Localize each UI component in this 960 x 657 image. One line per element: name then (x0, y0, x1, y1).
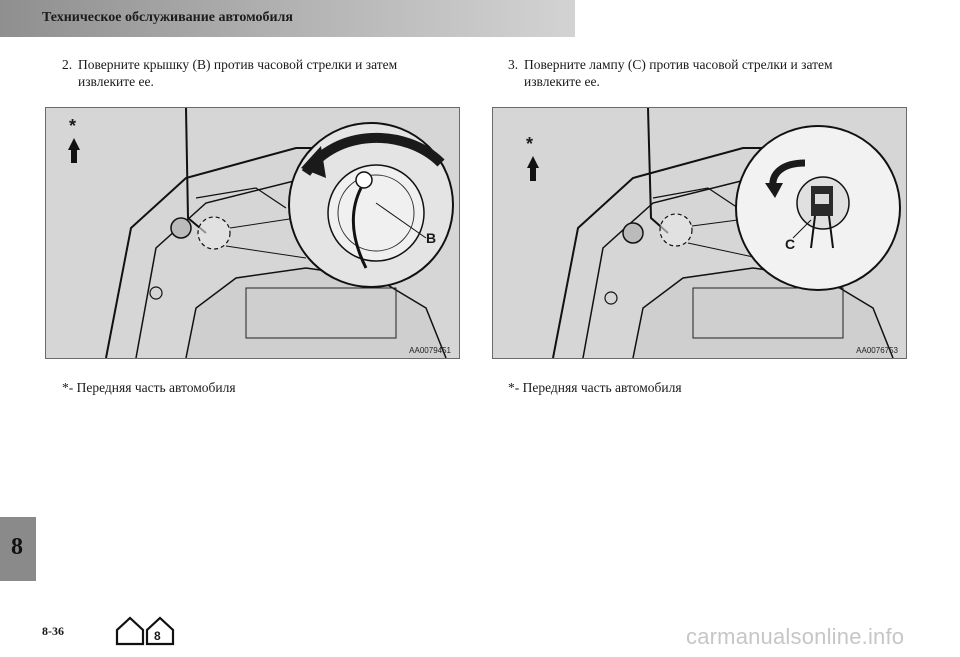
page-number: 8-36 (42, 624, 64, 638)
footnote: *- Передняя часть автомобиля (508, 380, 682, 395)
watermark: carmanualsonline.info (686, 624, 905, 649)
front-marker: * (69, 116, 77, 136)
figure-code: AA0076753 (856, 346, 898, 355)
nav-icons (114, 614, 176, 648)
callout-label: B (426, 230, 437, 246)
step-number: 3. (508, 57, 519, 72)
front-marker: * (526, 134, 534, 154)
chapter-tab-label: 8 (11, 534, 23, 560)
illustration-lamp-removal (492, 107, 907, 359)
callout-label: C (785, 236, 796, 252)
home-icon[interactable] (114, 614, 176, 648)
step-number: 2. (62, 57, 73, 72)
page-header-title: Техническое обслуживание автомобиля (42, 10, 293, 25)
footnote: *- Передняя часть автомобиля (62, 380, 236, 395)
chapter-tab (0, 517, 36, 581)
step-text: Поверните крышку (B) против часовой стрелки и затем извлеките ее. (78, 57, 398, 89)
engine-bay-drawing (493, 108, 906, 358)
figure-code: AA0079451 (409, 346, 451, 355)
section-icon[interactable]: 8 (154, 629, 161, 643)
step-text: Поверните лампу (C) против часовой стрелки и затем извлеките ее. (524, 57, 833, 89)
illustration-cap-removal (45, 107, 460, 359)
engine-bay-drawing (46, 108, 459, 358)
